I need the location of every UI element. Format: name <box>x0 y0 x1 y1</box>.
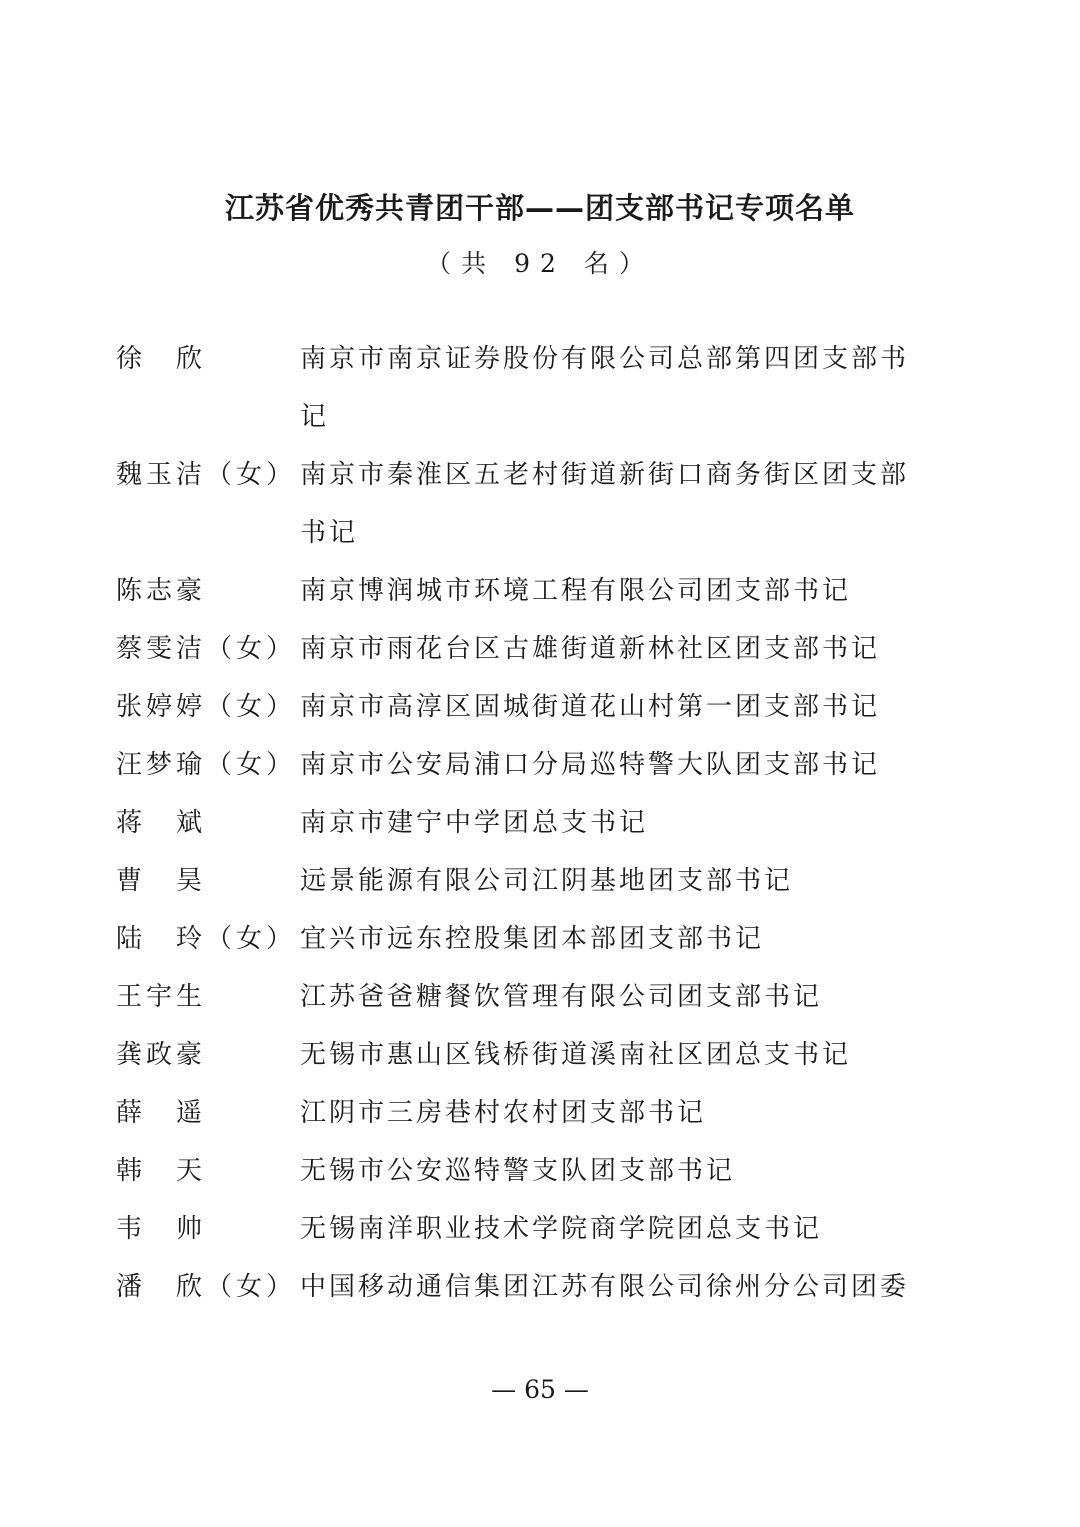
person-position: 南京市南京证券股份有限公司总部第四团支部书记 <box>300 344 910 432</box>
list-item <box>116 1084 946 1142</box>
page-subtitle: （共 92 名） <box>426 249 654 278</box>
list-item <box>116 620 946 678</box>
person-name: 汪梦瑜（女） <box>116 750 297 780</box>
person-position: 无锡南洋职业技术学院商学院团总支书记 <box>300 1214 823 1244</box>
list-item <box>116 736 946 794</box>
person-name: 蒋 斌 <box>116 808 207 838</box>
person-position: 南京博润城市环境工程有限公司团支部书记 <box>300 576 852 606</box>
person-name: 徐 欣 <box>116 344 207 374</box>
person-position: 江阴市三房巷村农村团支部书记 <box>300 1098 707 1128</box>
person-position: 宜兴市远东控股集团本部团支部书记 <box>300 924 765 954</box>
list-item <box>116 1200 946 1258</box>
person-name: 韦 帅 <box>116 1214 207 1244</box>
list-item <box>116 678 946 736</box>
person-position: 远景能源有限公司江阴基地团支部书记 <box>300 866 794 896</box>
list-item <box>116 1258 946 1316</box>
person-name: 陆 玲（女） <box>116 924 297 954</box>
page-title: 江苏省优秀共青团干部——团支部书记专项名单 <box>224 191 855 225</box>
list-item <box>116 1026 946 1084</box>
person-position: 无锡市公安巡特警支队团支部书记 <box>300 1156 736 1186</box>
person-name: 龚政豪 <box>116 1040 207 1070</box>
name-list <box>116 330 946 1316</box>
person-position: 南京市建宁中学团总支书记 <box>300 808 649 838</box>
person-position: 南京市雨花台区古雄街道新林社区团支部书记 <box>300 634 881 664</box>
page-number: — 65 — <box>491 1375 589 1404</box>
person-name: 魏玉洁（女） <box>116 460 297 490</box>
person-name: 薛 遥 <box>116 1098 207 1128</box>
person-name: 陈志豪 <box>116 576 207 606</box>
person-name: 潘 欣（女） <box>116 1272 297 1302</box>
person-position: 南京市高淳区固城街道花山村第一团支部书记 <box>300 692 881 722</box>
person-name: 蔡雯洁（女） <box>116 634 297 664</box>
person-position: 南京市秦淮区五老村街道新街口商务街区团支部书记 <box>300 460 910 548</box>
list-item <box>116 330 946 446</box>
person-position: 无锡市惠山区钱桥街道溪南社区团总支书记 <box>300 1040 852 1070</box>
list-item <box>116 794 946 852</box>
list-item <box>116 968 946 1026</box>
person-position: 中国移动通信集团江苏有限公司徐州分公司团委 <box>300 1272 910 1302</box>
person-name: 韩 天 <box>116 1156 207 1186</box>
person-name: 曹 昊 <box>116 866 207 896</box>
person-name: 王宇生 <box>116 982 207 1012</box>
list-item <box>116 446 946 562</box>
person-position: 江苏爸爸糖餐饮管理有限公司团支部书记 <box>300 982 823 1012</box>
list-item <box>116 852 946 910</box>
list-item <box>116 562 946 620</box>
list-item <box>116 1142 946 1200</box>
person-name: 张婷婷（女） <box>116 692 297 722</box>
list-item <box>116 910 946 968</box>
person-position: 南京市公安局浦口分局巡特警大队团支部书记 <box>300 750 881 780</box>
